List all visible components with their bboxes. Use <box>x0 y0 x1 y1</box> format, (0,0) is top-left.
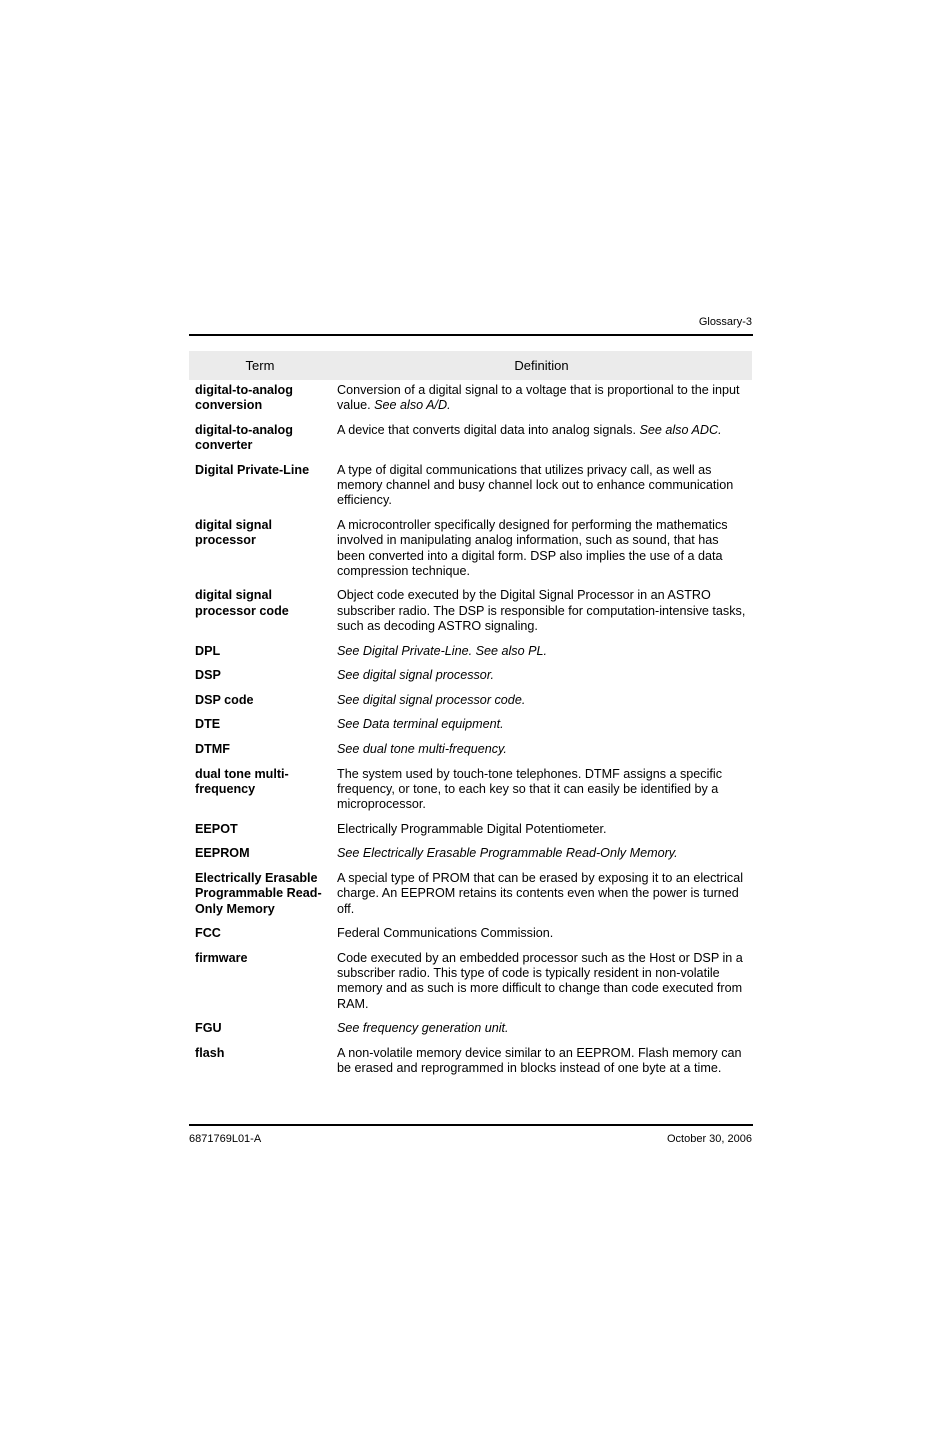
footer-rule <box>189 1124 753 1126</box>
glossary-term: DSP <box>195 668 221 683</box>
glossary-term: DPL <box>195 643 221 658</box>
definition-column-header: Definition <box>331 351 752 380</box>
glossary-definition <box>331 871 752 926</box>
definition-text: A special type of PROM that can be erased by exposing it to an electrical charge. An EEPROM retains its contents even when the power is turned off. <box>337 870 744 916</box>
see-also-reference: See frequency generation unit. <box>337 1021 509 1036</box>
glossary-definition <box>331 742 752 767</box>
see-also-reference: See Data terminal equipment. <box>337 717 504 732</box>
glossary-term: digital signal processor code <box>195 588 289 618</box>
glossary-term: DTMF <box>195 742 230 757</box>
table-row <box>189 668 752 693</box>
glossary-definition <box>331 951 752 1021</box>
see-also-reference: See digital signal processor code. <box>337 692 526 707</box>
table-row <box>189 644 752 669</box>
see-also-reference: See Electrically Erasable Programmable Read-Only Memory. <box>337 846 678 861</box>
glossary-table <box>189 351 752 1086</box>
table-row <box>189 767 752 822</box>
table-row <box>189 822 752 847</box>
glossary-term: EEPOT <box>195 821 238 836</box>
glossary-definition <box>331 644 752 669</box>
definition-text: The system used by touch-tone telephones. DTMF assigns a specific frequency, or tone, to each key so that it can easily be identified by a microprocessor. <box>337 766 722 812</box>
glossary-term: dual tone multi-frequency <box>195 766 289 796</box>
publication-date: October 30, 2006 <box>666 1133 752 1145</box>
glossary-definition <box>331 926 752 951</box>
table-row <box>189 951 752 1021</box>
table-row <box>189 717 752 742</box>
glossary-term: Electrically Erasable Programmable Read-Only Memory <box>195 870 322 916</box>
definition-text: Federal Communications Commission. <box>337 926 554 941</box>
glossary-term: EEPROM <box>195 846 250 861</box>
glossary-definition <box>331 846 752 871</box>
see-also-reference: See digital signal processor. <box>337 668 495 683</box>
term-column-header: Term <box>189 351 331 380</box>
table-row <box>189 926 752 951</box>
document-number: 6871769L01-A <box>189 1133 262 1145</box>
glossary-definition <box>331 717 752 742</box>
glossary-definition <box>331 463 752 518</box>
table-row <box>189 463 752 518</box>
glossary-definition <box>331 668 752 693</box>
glossary-definition <box>331 693 752 718</box>
see-also-reference: See also ADC. <box>639 422 722 437</box>
glossary-term: FGU <box>195 1021 222 1036</box>
see-also-reference: See dual tone multi-frequency. <box>337 742 507 757</box>
definition-text: Electrically Programmable Digital Potentiometer. <box>337 821 607 836</box>
table-row <box>189 1021 752 1046</box>
definition-text: A non-volatile memory device similar to an EEPROM. Flash memory can be erased and reprogrammed in blocks instead of one byte at a time. <box>337 1045 742 1076</box>
table-row <box>189 1046 752 1086</box>
header-rule <box>189 334 753 336</box>
definition-text: A device that converts digital data into analog signals. <box>337 422 640 437</box>
definition-text: Object code executed by the Digital Signal Processor in an ASTRO subscriber radio. The DSP is responsible for computation-intensive tasks, such as decoding ASTRO signaling. <box>337 588 746 634</box>
definition-text: Conversion of a digital signal to a voltage that is proportional to the input value. <box>337 383 740 413</box>
glossary-term: digital-to-analog conversion <box>195 383 293 413</box>
glossary-definition <box>331 822 752 847</box>
glossary-term: digital signal processor <box>195 517 272 548</box>
glossary-definition <box>331 767 752 822</box>
table-row <box>189 742 752 767</box>
glossary-term: FCC <box>195 926 221 941</box>
table-row <box>189 518 752 588</box>
glossary-term: firmware <box>195 950 248 965</box>
definition-text: A microcontroller specifically designed for performing the mathematics involved in manipulating analog information, such as sound, that has been converted into a digital form. DSP also implies the use of a data compression technique. <box>337 517 728 578</box>
glossary-term: DSP code <box>195 692 254 707</box>
glossary-term: DTE <box>195 717 221 732</box>
glossary-definition <box>331 1046 752 1086</box>
glossary-definition <box>331 518 752 588</box>
glossary-definition <box>331 1021 752 1046</box>
see-also-reference: See also A/D. <box>374 398 451 413</box>
definition-text: Code executed by an embedded processor such as the Host or DSP in a subscriber radio. This type of code is typically resident in non-volatile memory and as such is more difficult to change than code executed from RAM. <box>337 950 743 1011</box>
table-row <box>189 871 752 926</box>
table-row <box>189 588 752 643</box>
table-header-row <box>189 351 752 380</box>
table-row <box>189 693 752 718</box>
table-row <box>189 846 752 871</box>
glossary-term: flash <box>195 1045 225 1060</box>
glossary-term: Digital Private-Line <box>195 462 310 477</box>
glossary-term: digital-to-analog converter <box>195 422 293 453</box>
table-row <box>189 380 752 423</box>
glossary-definition <box>331 423 752 463</box>
page-label: Glossary-3 <box>698 316 752 328</box>
glossary-definition <box>331 588 752 643</box>
glossary-definition <box>331 380 752 423</box>
table-row <box>189 423 752 463</box>
see-also-reference: See Digital Private-Line. See also PL. <box>337 643 548 658</box>
definition-text: A type of digital communications that utilizes privacy call, as well as memory channel and busy channel lock out to enhance communication efficiency. <box>337 462 734 508</box>
